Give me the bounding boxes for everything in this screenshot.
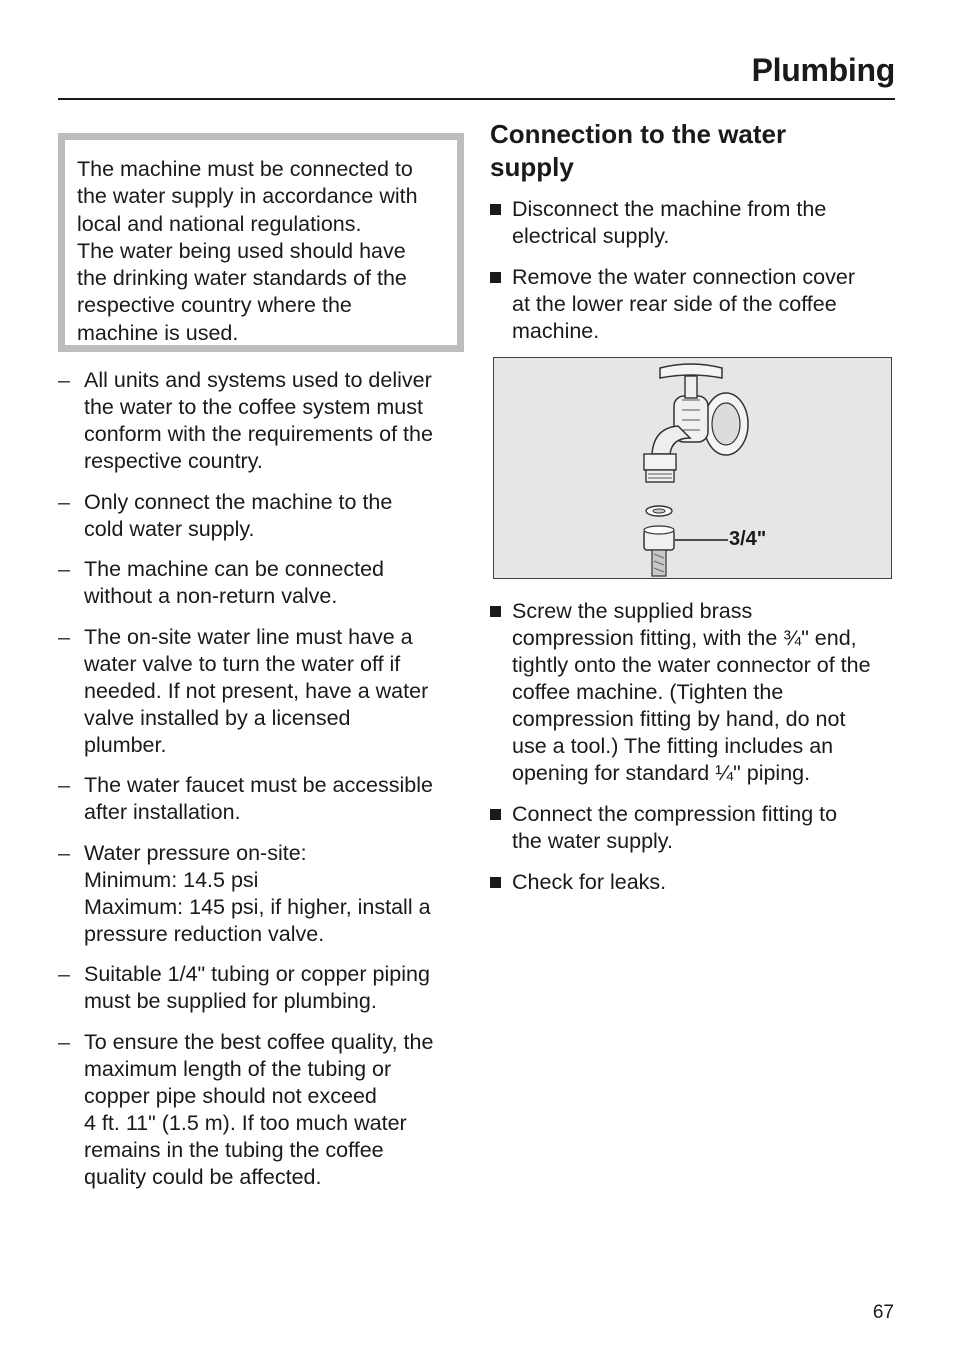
square-bullet-icon [490, 606, 501, 617]
step-line: Screw the supplied brass [512, 599, 753, 623]
fitting-size-label: 3/4" [729, 528, 767, 550]
requirement-item [58, 367, 468, 475]
step-line: coffee machine. (Tighten the [512, 680, 784, 704]
requirement-line: without a non-return valve. [84, 584, 338, 608]
page-number: 67 [872, 1302, 894, 1323]
wall-flange-inner [712, 403, 740, 445]
notice-line: machine is used. [77, 320, 239, 345]
step-line: machine. [512, 319, 600, 343]
step-line: the water supply. [512, 829, 673, 853]
step-line: at the lower rear side of the coffee [512, 292, 837, 316]
step-line: compression fitting by hand, do not [512, 707, 846, 731]
requirement-line: the water to the coffee system must [84, 395, 423, 419]
washer-hole [653, 509, 665, 513]
requirement-line: cold water supply. [84, 516, 255, 541]
faucet-fitting-diagram [494, 358, 890, 577]
step-line: electrical supply. [512, 224, 670, 248]
en-dash-icon: – [58, 557, 70, 581]
requirement-item [58, 1029, 468, 1191]
step-line: opening for standard ¼" piping. [512, 761, 811, 785]
section-heading-line: Connection to the water [490, 119, 787, 149]
requirement-line: pressure reduction valve. [84, 921, 325, 946]
water-connection-illustration [493, 357, 892, 579]
requirement-item [58, 624, 468, 759]
step-line: use a tool.) The fitting includes an [512, 734, 834, 758]
notice-line: respective country where the [77, 293, 352, 318]
handle-stem [685, 376, 697, 398]
step-line: Connect the compression fitting to [512, 802, 838, 826]
en-dash-icon: – [58, 368, 70, 392]
step-line: Disconnect the machine from the [512, 197, 827, 221]
square-bullet-icon [490, 204, 501, 215]
section-heading-line: supply [490, 152, 574, 182]
notice-line: local and national regulations. [77, 211, 362, 236]
requirement-line: remains in the tubing the coffee [84, 1137, 384, 1162]
square-bullet-icon [490, 272, 501, 283]
requirement-line: 4 ft. 11" (1.5 m). If too much water [84, 1110, 407, 1135]
en-dash-icon: – [58, 962, 70, 986]
requirement-item [58, 489, 468, 543]
step-item [490, 264, 900, 345]
en-dash-icon: – [58, 840, 70, 865]
header-rule [58, 98, 895, 100]
en-dash-icon: – [58, 1029, 70, 1054]
steps-list-after-figure [490, 598, 900, 910]
section-heading [490, 118, 900, 184]
page-title: Plumbing [751, 52, 895, 88]
requirement-line: The on-site water line must have a [84, 624, 413, 649]
requirement-line: The water faucet must be accessible [84, 773, 433, 797]
requirement-line: To ensure the best coffee quality, the [84, 1029, 434, 1054]
requirement-line: Water pressure on-site: [84, 840, 307, 865]
requirement-line: needed. If not present, have a water [84, 678, 429, 703]
requirement-line: after installation. [84, 800, 241, 824]
en-dash-icon: – [58, 624, 70, 649]
step-line: Check for leaks. [512, 870, 667, 894]
notice-line: The water being used should have [77, 238, 406, 263]
requirement-line: must be supplied for plumbing. [84, 989, 377, 1013]
notice-line: the drinking water standards of the [77, 266, 407, 291]
step-item [490, 598, 900, 787]
requirement-line: copper pipe should not exceed [84, 1083, 377, 1108]
notice-line: The machine must be connected to [77, 157, 413, 181]
square-bullet-icon [490, 877, 501, 888]
requirement-line: valve installed by a licensed [84, 705, 351, 730]
requirement-line: water valve to turn the water off if [84, 651, 401, 676]
requirements-list [58, 367, 468, 1204]
fitting-top [644, 526, 674, 534]
en-dash-icon: – [58, 773, 70, 797]
en-dash-icon: – [58, 489, 70, 514]
step-line: tightly onto the water connector of the [512, 653, 871, 677]
outlet-thread [646, 470, 674, 482]
step-line: Remove the water connection cover [512, 265, 855, 289]
square-bullet-icon [490, 809, 501, 820]
requirement-line: All units and systems used to deliver [84, 368, 432, 392]
requirement-item [58, 961, 468, 1015]
notice-text [77, 156, 457, 347]
requirement-line: The machine can be connected [84, 557, 385, 581]
step-line: compression fitting, with the ¾" end, [512, 626, 857, 650]
requirement-line: plumber. [84, 732, 167, 757]
step-item [490, 196, 900, 250]
step-item [490, 869, 900, 896]
requirement-line: quality could be affected. [84, 1164, 322, 1189]
requirement-line: Minimum: 14.5 psi [84, 867, 259, 892]
requirement-line: Suitable 1/4" tubing or copper piping [84, 962, 430, 986]
requirement-line: Maximum: 145 psi, if higher, install a [84, 894, 431, 919]
outlet-nut [644, 454, 676, 470]
requirement-item [58, 556, 468, 610]
notice-line: the water supply in accordance with [77, 184, 418, 209]
requirement-item [58, 772, 468, 826]
step-item [490, 801, 900, 855]
requirement-line: Only connect the machine to the [84, 489, 393, 514]
requirement-line: maximum length of the tubing or [84, 1056, 392, 1081]
steps-list-before-figure [490, 196, 900, 359]
regulation-notice-box [58, 133, 464, 352]
requirement-line: conform with the requirements of the [84, 422, 433, 446]
requirement-line: respective country. [84, 449, 263, 473]
requirement-item [58, 840, 468, 948]
